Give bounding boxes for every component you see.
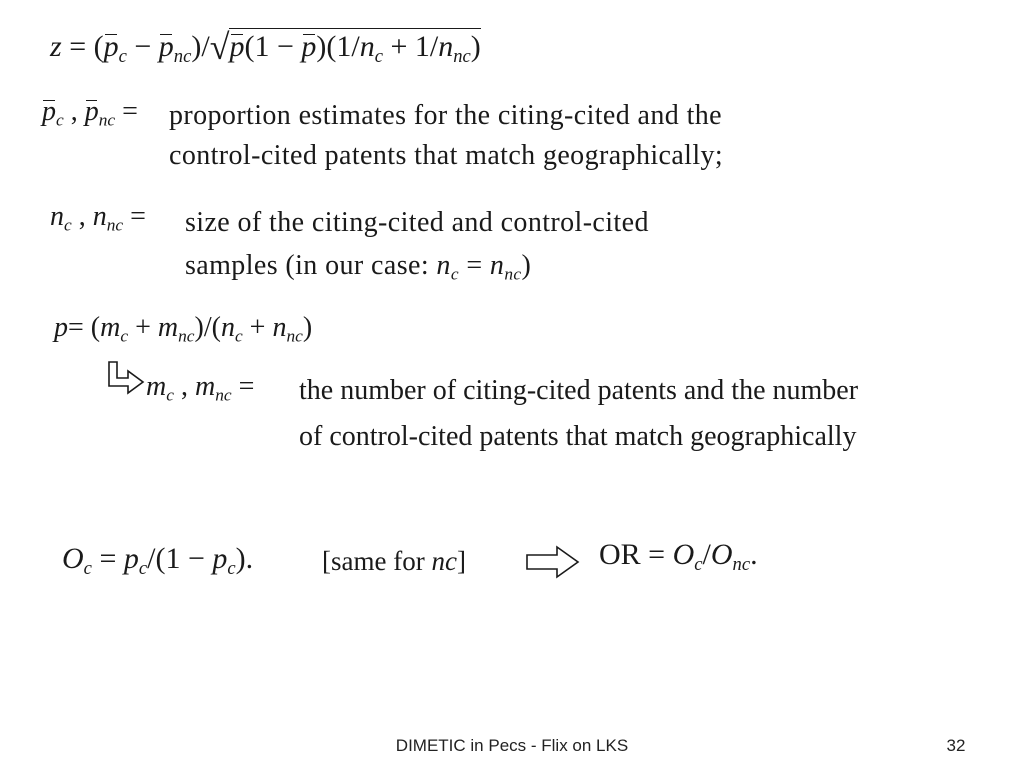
odds-ratio-formula: OR = $O_c/O_{nc}$.	[599, 538, 758, 575]
z-test-formula: $z = (p_c - p_{nc})/√p(1 - p)(1/n_c + 1/n_{nc})$	[50, 26, 481, 67]
proportion-definition	[169, 96, 723, 176]
sample-size-definition-prefix: samples (in our case:	[185, 250, 437, 281]
proportion-definition-line-1: proportion estimates for the citing-cited and the	[169, 100, 722, 131]
pooled-proportion-formula: $p= (m_c + m_{nc})/(n_c + n_{nc})$	[54, 312, 313, 346]
proportion-symbols: $p_c$ , $p_{nc}$ =	[42, 96, 138, 130]
corner-down-right-arrow-icon	[106, 360, 146, 396]
sample-size-symbols: $n_c$ , $n_{nc}$ =	[50, 201, 146, 235]
match-count-definition-line-1: the number of citing-cited patents and the number	[299, 375, 859, 406]
match-count-symbols: $m_c$ , $m_{nc}$ =	[146, 371, 255, 405]
match-count-definition-line-2: of control-cited patents that match geographically	[299, 421, 857, 452]
match-count-definition	[299, 368, 858, 460]
proportion-definition-line-2: control-cited patents that match geographically;	[169, 140, 724, 171]
sample-size-definition-line-1: size of the citing-cited and control-cited	[185, 207, 649, 238]
sample-size-definition-line-2: samples (in our case: $n_c = n_{nc}$)	[185, 250, 532, 284]
footer-title: DIMETIC in Pecs - Flix on LKS	[395, 736, 629, 755]
right-block-arrow-icon	[525, 544, 581, 580]
same-for-nc-note: [same for nc]	[322, 546, 466, 576]
page-number: 32	[946, 736, 966, 755]
sample-size-definition	[185, 201, 649, 296]
odds-formula: $O_c = p_c/(1 - p_c)$.	[62, 542, 254, 579]
